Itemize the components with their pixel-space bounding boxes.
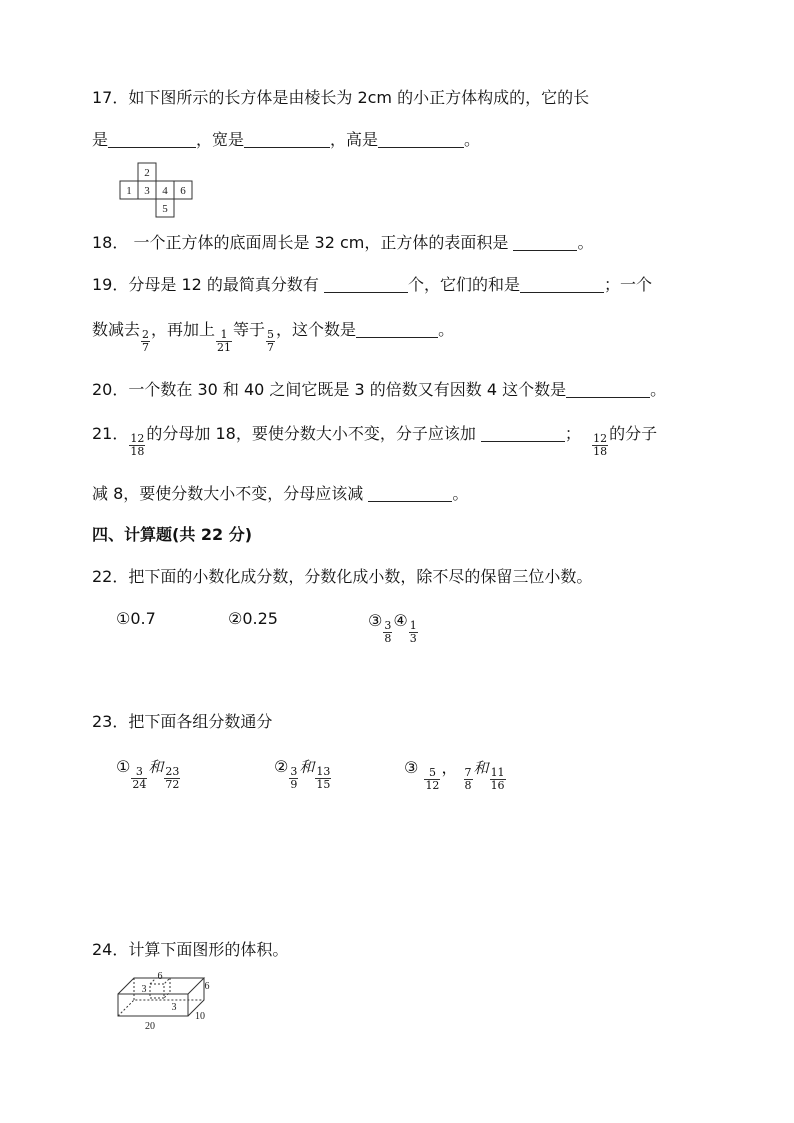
- dim-label-left: 3: [141, 984, 147, 995]
- q21-line2: 减 8，要使分数大小不变，分母应该减 。: [92, 484, 469, 503]
- net-label-2: 2: [144, 167, 150, 179]
- q17-width-blank[interactable]: [244, 131, 330, 148]
- q21-numerator-blank[interactable]: [481, 425, 565, 442]
- q23-title: 23．把下面各组分数通分: [92, 712, 273, 731]
- fraction: $\frac{3}{24}$: [132, 765, 147, 791]
- dim-label-inner: 3: [171, 1002, 177, 1013]
- q22-item-3-4: ③ $\frac{3}{8}$ ④ $\frac{1}{3}$: [368, 611, 417, 645]
- fraction: $\frac{23}{72}$: [165, 765, 180, 791]
- fraction: $\frac{13}{15}$: [316, 765, 331, 791]
- net-label-4: 4: [162, 185, 168, 197]
- cuboid-figure: [110, 970, 220, 1032]
- fraction: $\frac{1}{3}$: [409, 619, 417, 645]
- q20-answer-blank[interactable]: [566, 381, 650, 398]
- dim-label-top: 6: [157, 971, 163, 982]
- fraction: $\frac{2}{7}$: [142, 328, 150, 354]
- fraction: $\frac{3}{9}$: [290, 765, 298, 791]
- net-label-1: 1: [126, 185, 132, 197]
- fraction: $\frac{12}{18}$: [130, 432, 145, 458]
- q21-denominator-blank[interactable]: [368, 485, 452, 502]
- fraction: $\frac{5}{7}$: [267, 328, 275, 354]
- cube-net-figure: [118, 162, 200, 220]
- net-label-3: 3: [144, 185, 150, 197]
- q17-line2: 是 ，宽是 ，高是 。: [92, 130, 481, 149]
- q22-item-2: ②0.25: [228, 609, 278, 628]
- q19-count-blank[interactable]: [324, 276, 408, 293]
- q19-line2: 数减去 $\frac{2}{7}$ ，再加上 $\frac{1}{21}$ 等于 $\frac{5}{7}$ ，这个数是 。: [92, 320, 455, 354]
- q19-number-blank[interactable]: [356, 321, 438, 338]
- dim-label-bottom: 20: [145, 1021, 155, 1032]
- fraction: $\frac{7}{8}$: [464, 766, 472, 792]
- dim-label-right: 6: [204, 981, 210, 992]
- fraction: $\frac{11}{16}$: [490, 766, 505, 792]
- q19-line1: 19．分母是 12 的最简真分数有 个，它们的和是 ；一个: [92, 275, 653, 294]
- q18-answer-blank[interactable]: [513, 234, 577, 251]
- q17-line1: 17．如下图所示的长方体是由棱长为 2cm 的小正方体构成的，它的长: [92, 88, 590, 107]
- q23-group-1: ① $\frac{3}{24}$ 和 $\frac{23}{72}$: [116, 757, 180, 791]
- q20-line: 20．一个数在 30 和 40 之间它既是 3 的倍数又有因数 4 这个数是 。: [92, 380, 667, 399]
- q23-group-3: ③ $\frac{5}{12}$ ， $\frac{7}{8}$ 和 $\frac{11}{16}$: [404, 758, 505, 792]
- dim-label-depth: 10: [195, 1011, 205, 1022]
- q24-title: 24．计算下面图形的体积。: [92, 940, 289, 959]
- q23-group-2: ② $\frac{3}{9}$ 和 $\frac{13}{15}$: [274, 757, 331, 791]
- fraction: $\frac{1}{21}$: [217, 328, 232, 354]
- q19-sum-blank[interactable]: [520, 276, 604, 293]
- q22-item-1: ①0.7: [116, 609, 156, 628]
- fraction: $\frac{12}{18}$: [593, 432, 608, 458]
- q17-height-blank[interactable]: [378, 131, 464, 148]
- q21-line1: 21． $\frac{12}{18}$ 的分母加 18，要使分数大小不变，分子应该加 ； $\frac{12}{18}$ 的分子: [92, 424, 658, 458]
- net-label-5: 5: [162, 203, 168, 215]
- q18-line: 18． 一个正方体的底面周长是 32 cm，正方体的表面积是 。: [92, 233, 594, 252]
- fraction: $\frac{3}{8}$: [384, 619, 392, 645]
- net-label-6: 6: [180, 185, 186, 197]
- fraction: $\frac{5}{12}$: [425, 766, 440, 792]
- section-heading: 四、计算题(共 22 分): [92, 525, 253, 544]
- q22-title: 22．把下面的小数化成分数，分数化成小数，除不尽的保留三位小数。: [92, 567, 593, 586]
- q17-length-blank[interactable]: [108, 131, 196, 148]
